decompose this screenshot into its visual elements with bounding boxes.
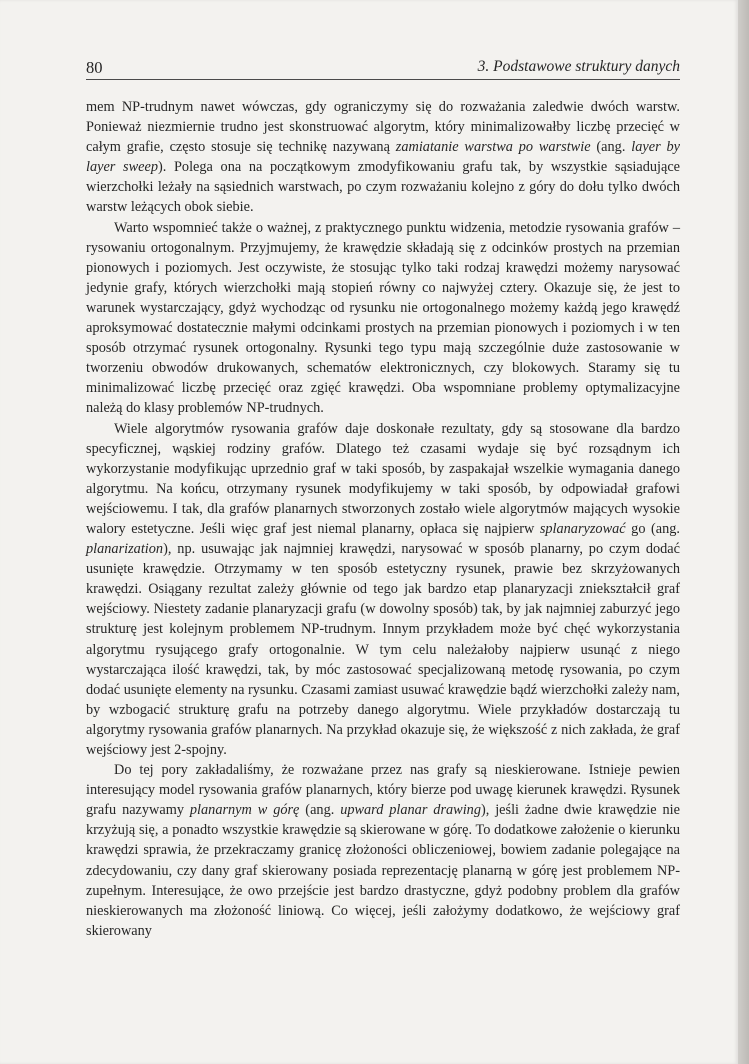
page-header xyxy=(86,58,680,84)
paragraph xyxy=(86,419,680,761)
text-run: (ang. xyxy=(299,802,341,819)
text-run: ), jeśli żadne dwie krawędzie nie krzyżują się, a ponadto wszystkie krawędzie są skierowane w górę. To dodatkowe założenie o kierunku krawędzi sprawia, że przekraczamy granicę złożoności obliczeniowej, bowiem zadanie polegające na zdecydowaniu, czy dany graf skierowany posiada reprezentację planarną w górę jest problemem NP-zupełnym. Interesujące, że owo przejście jest bardzo drastyczne, gdyż podobny problem dla grafów nieskierowanych ma złożoność liniową. Co więcej, jeśli założymy dodatkowo, że wejściowy graf skierowany xyxy=(86,802,680,939)
text-run: ). Polega ona na początkowym zmodyfikowaniu grafu tak, by wszystkie sąsiadujące wierzchołki leżały na sąsiednich warstwach, po czym rozważaniu kolejno z góry do dołu tylko dwóch warstw leżących obok siebie. xyxy=(86,159,681,216)
italic-term: upward planar drawing xyxy=(340,802,481,819)
header-rule xyxy=(86,79,680,80)
body-text xyxy=(86,97,680,941)
paragraph xyxy=(86,218,680,419)
text-run: (ang. xyxy=(590,139,632,156)
page-number: 80 xyxy=(86,58,103,77)
running-head: 3. Podstawowe struktury danych xyxy=(477,58,680,75)
paragraph xyxy=(86,760,680,941)
text-run: go (ang. xyxy=(625,520,680,537)
text-run: Do tej pory zakładaliśmy, że rozważane przez nas grafy są nieskierowane. Istnieje pewien interesujący model rysowania grafów planarnych, który bierze pod uwagę kierunek krawędzi. Rysunek grafu nazywamy xyxy=(86,762,680,819)
italic-term: splanaryzować xyxy=(539,520,626,537)
text-run: Warto wspomnieć także o ważnej, z praktycznego punktu widzenia, metodzie rysowania grafów – rysowaniu ortogonalnym. Przyjmujemy, że krawędzie składają się z odcinków prostych na przemian pionowych i poziomych. Jest oczywiste, że stosując tylko taki rodzaj krawędzi możemy narysować jedynie grafy, których wierzchołki mają stopień równy co najwyżej cztery. Okazuje się, że jest to warunek wystarczający, gdyż wychodząc od rysunku nie ortogonalnego możemy każdą jego krawędź aproksymować dostatecznie małymi odcinkami prostych na przemian pionowych i poziomych i w ten sposób otrzymać rysunek ortogonalny. Rysunki tego typu mają szczególnie duże zastosowanie w tworzeniu obwodów drukowanych, schematów elektronicznych, czy blokowych. Staramy się tu minimalizować liczbę przecięć oraz zgięć krawędzi. Oba wspomniane problemy optymalizacyjne należą do klasy problemów NP-trudnych. xyxy=(86,219,680,417)
italic-term: planarization xyxy=(86,541,164,558)
page-edge xyxy=(738,0,749,1064)
text-run: Wiele algorytmów rysowania grafów daje doskonałe rezultaty, gdy są stosowane dla bardzo specyficznej, wąskiej rodziny grafów. Dlatego też czasami wydaje się być rozsądnym ich wykorzystanie modyfikując uprzednio graf w taki sposób, by zaspakajał wszelkie wymagania danego algorytmu. Na końcu, otrzymany rysunek modyfikujemy w taki sposób, by odpowiadał grafowi wejściowemu. I tak, dla grafów planarnych stworzonych zostało wiele algorytmów mających wysokie walory estetyczne. Jeśli więc graf jest niemal planarny, opłaca się najpierw xyxy=(86,420,680,537)
text-run: ), np. usuwając jak najmniej krawędzi, narysować w sposób planarny, po czym dodać usunięte krawędzie. Otrzymamy w ten sposób estetyczny rysunek, prawie bez skrzyżowanych krawędzi. Osiągany rezultat zależy głównie od tego jak bardzo etap planaryzacji zniekształcił graf wejściowy. Niestety zadanie planaryzacji grafu (w dowolny sposób) tak, by jak najmniej zaburzyć jego strukturę jest kolejnym problemem NP-trudnym. Innym przykładem może być chęć wykorzystania algorytmu rysującego grafy ortogonalnie. W tym celu należałoby najpierw usunąć z niego wystarczająca ilość krawędzi, tak, by móc zastosować specjalizowaną metodę rysowania, po czym dodać usunięte elementy na rysunku. Czasami zamiast usuwać krawędzie bądź wierzchołki zależy nam, by wzbogacić strukturę grafu na potrzeby danego algorytmu. Wiele przykładów dostarczają tu algorytmy rysowania grafów planarnych. Na przykład okazuje się, że większość z nich zakłada, że graf wejściowy jest 2-spojny. xyxy=(86,541,680,758)
italic-term: zamiatanie warstwa po warstwie xyxy=(395,139,591,156)
text-run: mem NP-trudnym nawet wówczas, gdy ograniczymy się do rozważania zaledwie dwóch warstw. Ponieważ niezmiernie trudno jest skonstruować algorytm, który minimalizowałby liczbę przecięć w całym grafie, często stosuje się technikę nazywaną xyxy=(86,99,680,156)
paragraph xyxy=(86,97,680,218)
italic-term: layer by layer sweep xyxy=(86,139,680,176)
italic-term: planarnym w górę xyxy=(189,802,300,819)
